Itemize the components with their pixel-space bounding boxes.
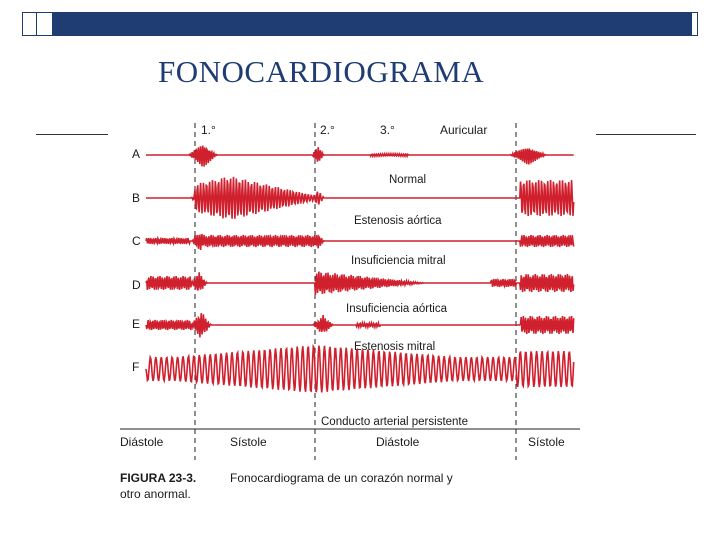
row-label-estenosis-mitral: Estenosis mitral xyxy=(354,341,436,353)
row-label-conducto-arterial: Conducto arterial persistente xyxy=(321,416,469,428)
row-letter-e: E xyxy=(132,317,141,331)
trace-group xyxy=(146,146,574,393)
caption-line-1: Fonocardiograma de un corazón normal y xyxy=(230,471,453,485)
marker-auricular-label: Auricular xyxy=(440,123,488,137)
trace-row-a xyxy=(146,146,574,167)
row-letter-d: D xyxy=(132,278,141,292)
slide-title: FONOCARDIOGRAMA xyxy=(158,54,485,89)
title-rule-left xyxy=(36,134,108,135)
phase-diastole-mid: Diástole xyxy=(376,435,420,449)
header-bar-block xyxy=(37,13,53,35)
row-label-normal: Normal xyxy=(389,174,427,186)
marker-second-label: 2.° xyxy=(320,123,335,137)
caption-line-2: otro anormal. xyxy=(120,487,191,501)
trace-row-e xyxy=(146,313,574,337)
marker-first-label: 1.° xyxy=(201,123,216,137)
trace-row-d xyxy=(146,272,574,296)
header-bar-fill xyxy=(53,13,693,35)
marker-third-label: 3.° xyxy=(380,123,395,137)
slide-header-bar xyxy=(22,12,698,36)
header-bar-end xyxy=(691,13,697,35)
phase-systole-left: Sístole xyxy=(230,435,267,449)
title-rule-right xyxy=(596,134,696,135)
row-letter-c: C xyxy=(132,234,141,248)
trace-row-c xyxy=(146,234,574,250)
phonocardiogram-figure xyxy=(118,115,596,510)
header-bar-block xyxy=(23,13,37,35)
row-letter-f: F xyxy=(132,360,140,374)
phase-diastole-left: Diástole xyxy=(120,435,164,449)
row-letter-b: B xyxy=(132,191,141,205)
caption-number: FIGURA 23-3. xyxy=(120,471,197,485)
row-label-insuficiencia-aortica: Insuficiencia aórtica xyxy=(346,303,447,315)
row-label-insuficiencia-mitral: Insuficiencia mitral xyxy=(351,255,446,267)
trace-row-b xyxy=(146,177,574,219)
row-letter-a: A xyxy=(132,147,141,161)
phonocardiogram-svg xyxy=(118,115,596,510)
row-label-estenosis-aortica: Estenosis aórtica xyxy=(354,215,442,227)
phase-systole-right: Sístole xyxy=(528,435,565,449)
